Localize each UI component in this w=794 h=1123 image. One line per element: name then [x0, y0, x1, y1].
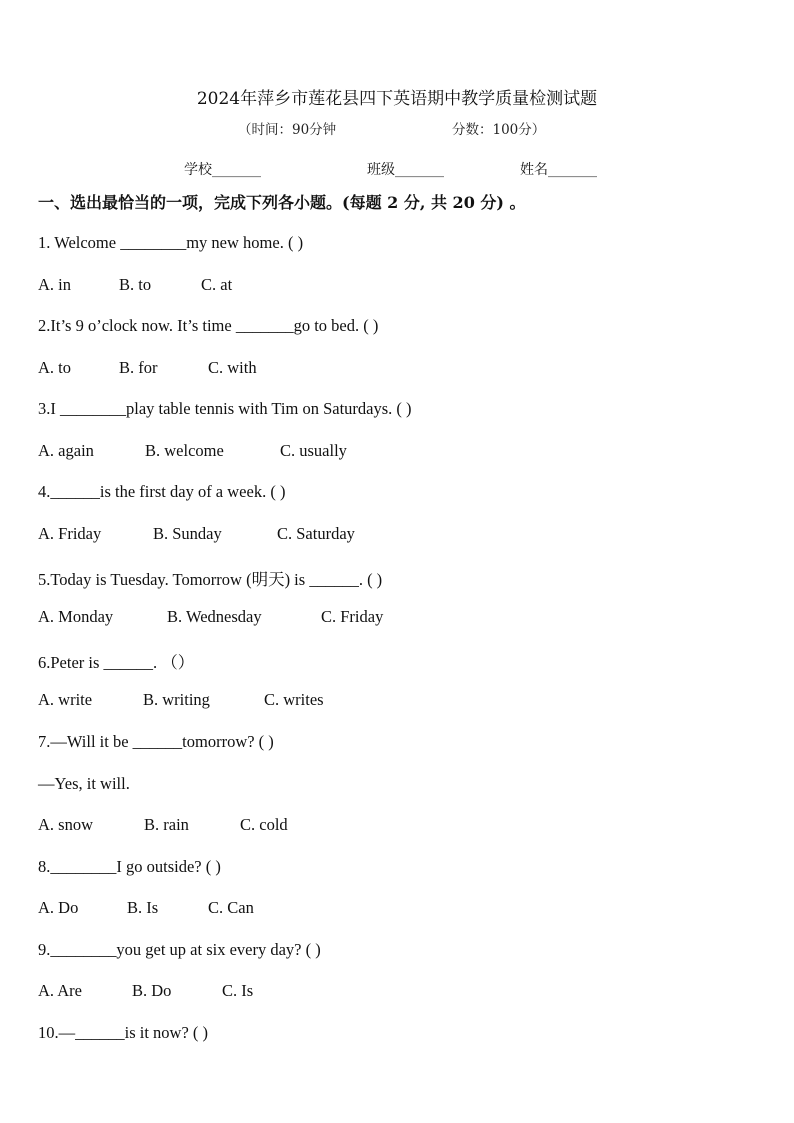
option: A. Monday: [38, 607, 114, 626]
option: C. Can: [208, 898, 254, 917]
option: A. Do: [38, 898, 79, 917]
option: B. to: [119, 275, 152, 294]
name-field: 姓名_______: [520, 162, 597, 178]
option: C. writes: [264, 690, 324, 709]
options-2: [38, 358, 257, 378]
option: B. Sunday: [153, 524, 222, 543]
question-7: 7.—Will it be ______tomorrow? ( ): [38, 732, 274, 751]
options-1: [38, 275, 232, 295]
option: B. Wednesday: [167, 607, 262, 626]
exam-time: （时间：90分钟: [238, 122, 337, 138]
options-9: [38, 981, 253, 1001]
question-3: 3.I ________play table tennis with Tim on Saturdays. ( ): [38, 399, 412, 418]
option: A. again: [38, 441, 94, 460]
question-9: 9.________you get up at six every day? ( ): [38, 940, 321, 959]
question-5: 5.Today is Tuesday. Tomorrow (明天) is ______. ( ): [38, 570, 383, 589]
option: C. cold: [240, 815, 288, 834]
exam-score: 分数：100分）: [452, 122, 546, 138]
option: B. rain: [144, 815, 189, 834]
exam-title: 2024年萍乡市莲花县四下英语期中教学质量检测试题: [196, 89, 598, 109]
option: C. at: [201, 275, 233, 294]
question-4: 4.______is the first day of a week. ( ): [38, 482, 286, 501]
answer-line-7: —Yes, it will.: [38, 774, 130, 793]
option: A. in: [38, 275, 71, 294]
options-7: [38, 815, 288, 835]
options-5: [38, 607, 383, 627]
option: B. writing: [143, 690, 210, 709]
option: C. Is: [222, 981, 254, 1000]
option: C. with: [208, 358, 257, 377]
class-field: 班级_______: [367, 162, 444, 178]
option: A. Friday: [38, 524, 102, 543]
question-8: 8.________I go outside? ( ): [38, 857, 221, 876]
options-6: [38, 690, 324, 710]
option: A. snow: [38, 815, 94, 834]
option: A. to: [38, 358, 71, 377]
option: B. welcome: [145, 441, 224, 460]
question-6: 6.Peter is ______. （）: [38, 653, 195, 672]
options-3: [38, 441, 347, 461]
option: B. Is: [127, 898, 159, 917]
option: B. Do: [132, 981, 172, 1000]
option: C. Friday: [321, 607, 384, 626]
question-10: 10.—______is it now? ( ): [38, 1023, 209, 1042]
school-field: 学校_______: [184, 162, 261, 178]
option: C. Saturday: [277, 524, 355, 543]
question-2: 2.It’s 9 o’clock now. It’s time _______go to bed. ( ): [38, 316, 379, 335]
options-8: [38, 898, 254, 918]
option: A. Are: [38, 981, 82, 1000]
options-4: [38, 524, 355, 544]
option: A. write: [38, 690, 93, 709]
section-heading: 一、选出最恰当的一项，完成下列各小题。(每题 2 分, 共 20 分) 。: [38, 193, 526, 212]
option: C. usually: [280, 441, 347, 460]
option: B. for: [119, 358, 158, 377]
question-1: 1. Welcome ________my new home. ( ): [38, 233, 304, 252]
